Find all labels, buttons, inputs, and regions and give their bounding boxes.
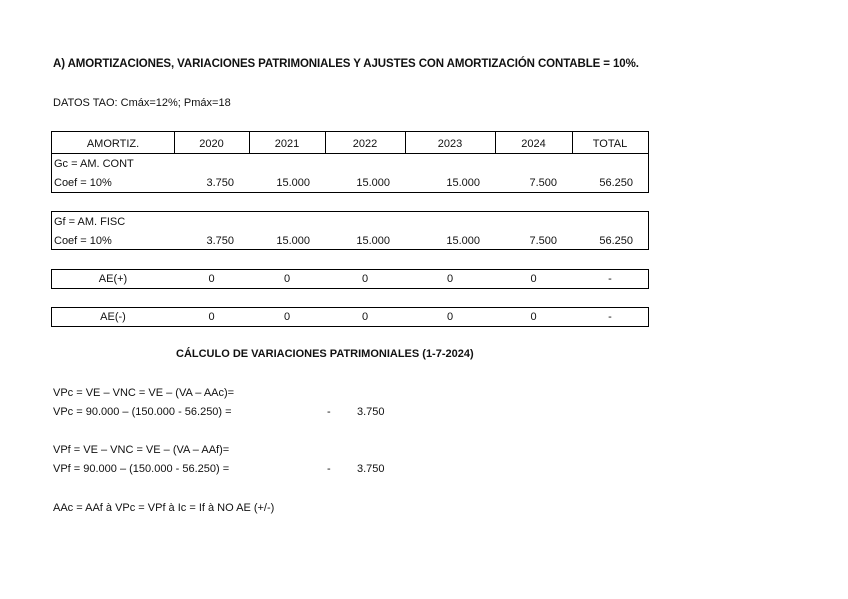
ae-plus-2023: 0 — [446, 273, 454, 285]
ae-minus-row — [51, 307, 649, 327]
ae-minus-total: - — [608, 311, 612, 323]
ae-plus-total: - — [608, 273, 612, 285]
gc-2020: 3.750 — [206, 177, 234, 189]
header-2021: 2021 — [274, 138, 300, 150]
datos-tao: DATOS TAO: Cmáx=12%; Pmáx=18 — [53, 97, 231, 109]
ae-plus-2020: 0 — [208, 273, 215, 285]
gf-label: Gf = AM. FISC — [54, 216, 126, 228]
vpc-sign: - — [327, 406, 331, 418]
header-total: TOTAL — [592, 138, 628, 150]
header-2020: 2020 — [199, 138, 224, 150]
gf-2020: 3.750 — [206, 235, 234, 247]
vpc-result: 3.750 — [357, 406, 385, 418]
gc-total: 56.250 — [599, 177, 633, 189]
vpc-calculation: VPc = 90.000 – (150.000 - 56.250) = — [53, 406, 232, 418]
gc-label: Gc = AM. CONT — [54, 158, 134, 170]
table-header-row — [51, 131, 649, 154]
header-2022: 2022 — [352, 138, 378, 150]
gc-2023: 15.000 — [446, 177, 480, 189]
vpf-sign: - — [327, 463, 331, 475]
ae-minus-2021: 0 — [283, 311, 291, 323]
ae-minus-label: AE(-) — [100, 311, 126, 323]
gf-block — [51, 211, 649, 250]
vpf-calculation: VPf = 90.000 – (150.000 - 56.250) = — [53, 463, 230, 475]
gf-2023: 15.000 — [446, 235, 480, 247]
ae-minus-2020: 0 — [208, 311, 215, 323]
gf-2022: 15.000 — [356, 235, 390, 247]
gc-2022: 15.000 — [356, 177, 390, 189]
header-amortiz: AMORTIZ. — [86, 138, 140, 150]
ae-plus-row — [51, 269, 649, 289]
ae-minus-2023: 0 — [446, 311, 454, 323]
ae-minus-2024: 0 — [530, 311, 537, 323]
gc-2024: 7.500 — [529, 177, 557, 189]
ae-plus-label: AE(+) — [98, 273, 128, 285]
gf-total: 56.250 — [599, 235, 633, 247]
ae-plus-2021: 0 — [283, 273, 291, 285]
header-2024: 2024 — [521, 138, 546, 150]
gc-2021: 15.000 — [276, 177, 310, 189]
vpc-formula: VPc = VE – VNC = VE – (VA – AAc)= — [53, 387, 235, 399]
conclusion: AAc = AAf à VPc = VPf à Ic = If à NO AE (+/-) — [53, 502, 275, 514]
calc-title: CÁLCULO DE VARIACIONES PATRIMONIALES (1-7-2024) — [176, 348, 474, 360]
ae-minus-2022: 0 — [361, 311, 369, 323]
page-title: A) AMORTIZACIONES, VARIACIONES PATRIMONIALES Y AJUSTES CON AMORTIZACIÓN CONTABLE = 10%. — [53, 58, 639, 70]
gf-2021: 15.000 — [276, 235, 310, 247]
gf-coef-label: Coef = 10% — [54, 235, 112, 247]
ae-plus-2024: 0 — [530, 273, 537, 285]
gc-coef-label: Coef = 10% — [54, 177, 112, 189]
vpf-result: 3.750 — [357, 463, 385, 475]
gf-2024: 7.500 — [529, 235, 557, 247]
gc-block — [51, 153, 649, 193]
header-2023: 2023 — [437, 138, 463, 150]
ae-plus-2022: 0 — [361, 273, 369, 285]
vpf-formula: VPf = VE – VNC = VE – (VA – AAf)= — [53, 444, 230, 456]
